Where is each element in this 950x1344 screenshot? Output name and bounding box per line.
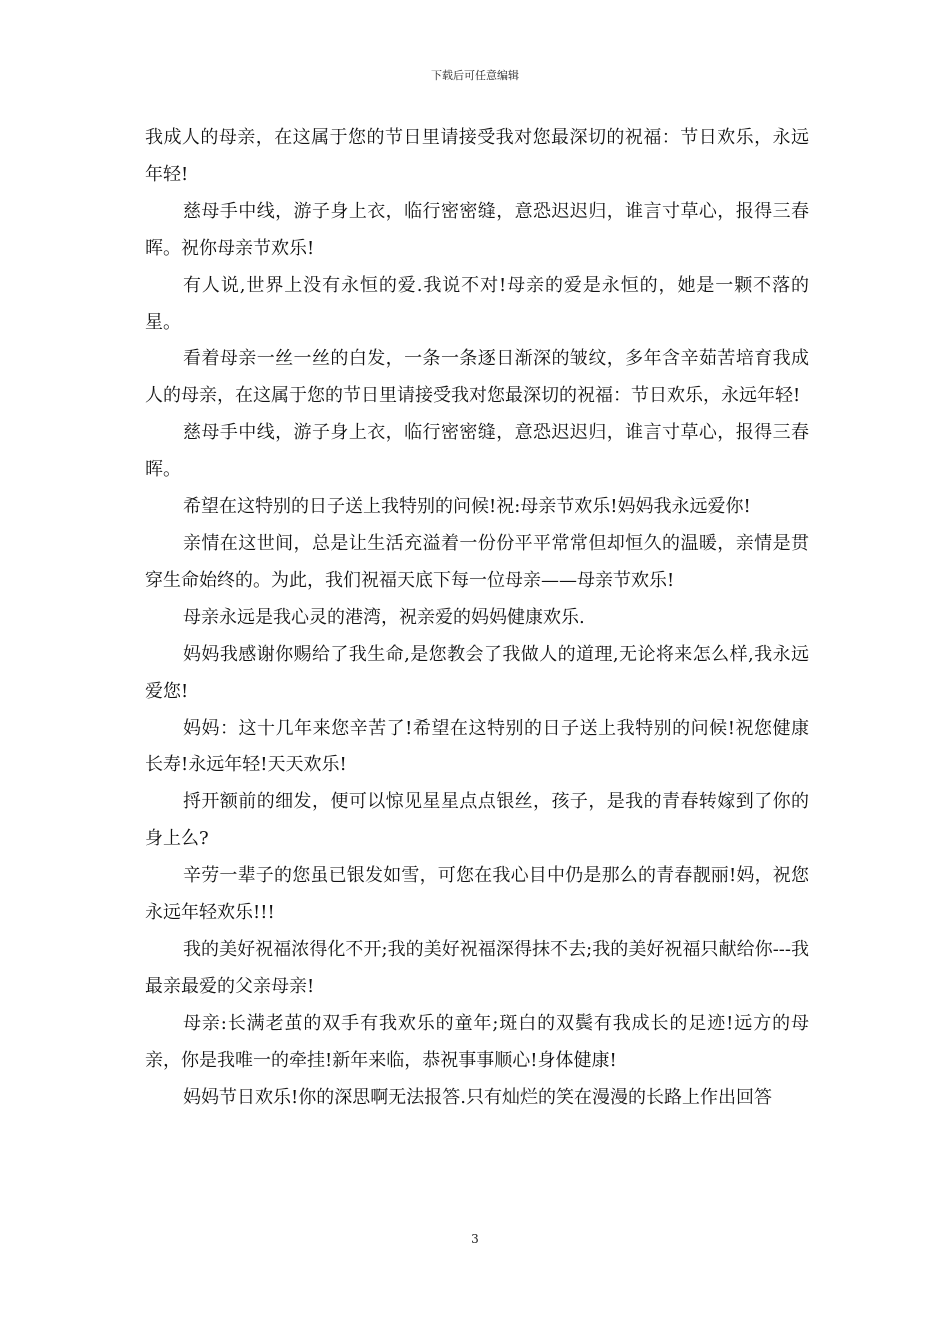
paragraph: 捋开额前的细发，便可以惊见星星点点银丝，孩子，是我的青春转嫁到了你的身上么? [145, 791, 809, 850]
paragraph: 慈母手中线，游子身上衣，临行密密缝，意恐迟迟归，谁言寸草心，报得三春晖。 [145, 422, 809, 481]
paragraph: 看着母亲一丝一丝的白发，一条一条逐日渐深的皱纹，多年含辛茹苦培育我成人的母亲，在这属于您的节日里请接受我对您最深切的祝福：节日欢乐，永远年轻! [145, 348, 809, 407]
document-body [145, 120, 809, 1116]
paragraph: 母亲:长满老茧的双手有我欢乐的童年;斑白的双鬓有我成长的足迹!远方的母亲，你是我唯一的牵挂!新年来临，恭祝事事顺心!身体健康! [145, 1012, 809, 1071]
paragraph: 辛劳一辈子的您虽已银发如雪，可您在我心目中仍是那么的青春靓丽!妈，祝您永远年轻欢乐!!! [145, 865, 809, 924]
page-number: 3 [471, 1232, 479, 1246]
paragraph: 妈妈节日欢乐!你的深思啊无法报答.只有灿烂的笑在漫漫的长路上作出回答 [183, 1086, 772, 1108]
paragraph: 母亲永远是我心灵的港湾，祝亲爱的妈妈健康欢乐. [183, 606, 585, 628]
paragraph: 妈妈我感谢你赐给了我生命,是您教会了我做人的道理,无论将来怎么样,我永远爱您! [145, 643, 809, 702]
paragraph: 希望在这特别的日子送上我特别的问候!祝:母亲节欢乐!妈妈我永远爱你! [183, 496, 751, 518]
paragraph: 妈妈：这十几年来您辛苦了!希望在这特别的日子送上我特别的问候!祝您健康长寿!永远年轻!天天欢乐! [145, 717, 809, 776]
paragraph: 我成人的母亲，在这属于您的节日里请接受我对您最深切的祝福：节日欢乐，永远年轻! [145, 127, 809, 185]
paragraph: 亲情在这世间，总是让生活充溢着一份份平平常常但却恒久的温暖，亲情是贯穿生命始终的。为此，我们祝福天底下每一位母亲——母亲节欢乐! [145, 532, 809, 591]
download-editable-note: 下载后可任意编辑 [431, 69, 519, 82]
paragraph: 我的美好祝福浓得化不开;我的美好祝福深得抹不去;我的美好祝福只献给你---我最亲最爱的父亲母亲! [145, 938, 809, 997]
paragraph: 慈母手中线，游子身上衣，临行密密缝，意恐迟迟归，谁言寸草心，报得三春晖。祝你母亲节欢乐! [145, 200, 809, 259]
paragraph: 有人说,世界上没有永恒的爱.我说不对!母亲的爱是永恒的，她是一颗不落的星。 [145, 274, 809, 333]
